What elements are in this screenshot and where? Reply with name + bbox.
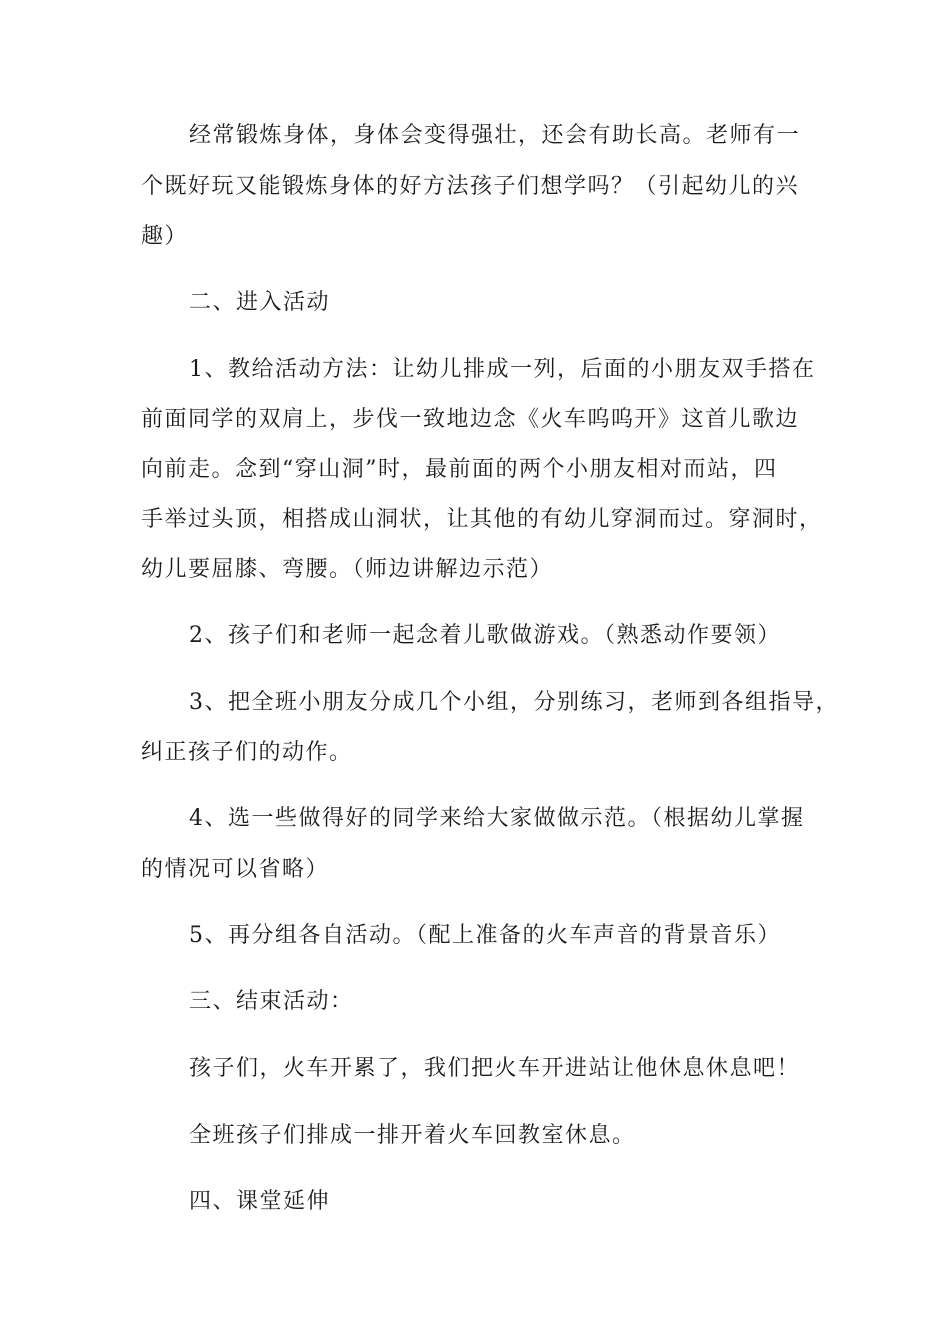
- paragraph-line: 的情况可以省略）: [141, 857, 330, 882]
- paragraph-line: 全班孩子们排成一排开着火车回教室休息。: [189, 1123, 636, 1148]
- section-heading: 二、进入活动: [189, 290, 331, 315]
- paragraph-line: 4、选一些做得好的同学来给大家做做示范。（根据幼儿掌握: [189, 806, 805, 831]
- paragraph-line: 纠正孩子们的动作。: [141, 740, 353, 765]
- section-heading: 三、结束活动：: [189, 989, 354, 1014]
- paragraph-line: 向前走。念到“穿山洞”时，最前面的两个小朋友相对而站，四: [141, 457, 778, 482]
- paragraph-line: 1、教给活动方法：让幼儿排成一列，后面的小朋友双手搭在: [189, 357, 816, 382]
- paragraph-line: 5、再分组各自活动。（配上准备的火车声音的背景音乐）: [189, 923, 781, 948]
- paragraph-line: 孩子们，火车开累了，我们把火车开进站让他休息休息吧！: [189, 1056, 801, 1081]
- paragraph-line: 个既好玩又能锻炼身体的好方法孩子们想学吗？（引起幼儿的兴: [141, 174, 800, 199]
- paragraph-line: 幼儿要屈膝、弯腰。（师边讲解边示范）: [141, 557, 554, 582]
- paragraph-line: 手举过头顶，相搭成山洞状，让其他的有幼儿穿洞而过。穿洞时，: [141, 507, 823, 532]
- paragraph-line: 前面同学的双肩上，步伐一致地边念《火车呜呜开》这首儿歌边: [141, 407, 800, 432]
- paragraph-line: 趣）: [141, 224, 189, 249]
- paragraph-line: 2、孩子们和老师一起念着儿歌做游戏。（熟悉动作要领）: [189, 623, 781, 648]
- paragraph-line: 经常锻炼身体，身体会变得强壮，还会有助长高。老师有一: [189, 123, 801, 148]
- paragraph-line: 3、把全班小朋友分成几个小组，分别练习，老师到各组指导，: [189, 690, 839, 715]
- section-heading: 四、课堂延伸: [189, 1189, 331, 1214]
